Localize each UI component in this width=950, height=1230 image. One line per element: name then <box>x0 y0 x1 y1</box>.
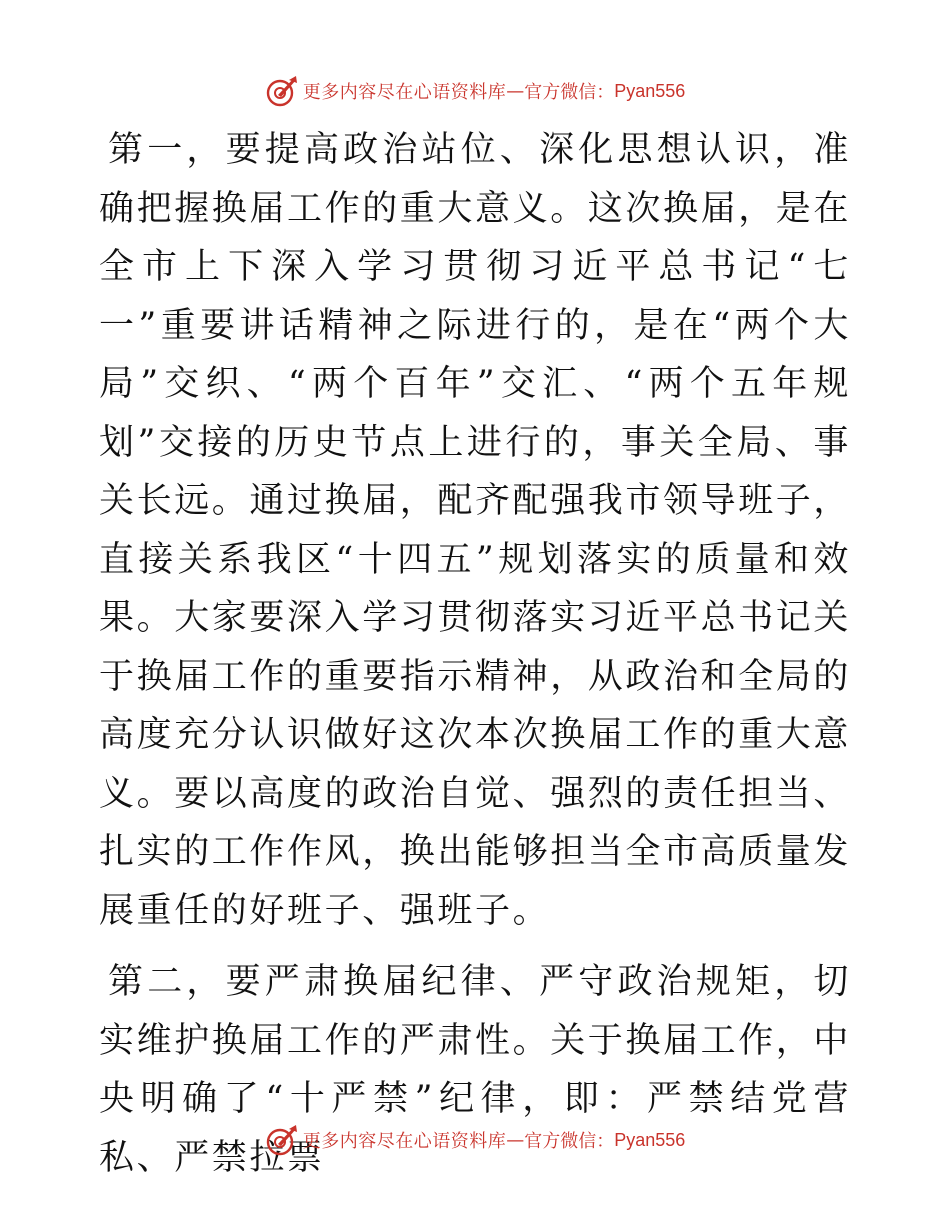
watermark-text: 更多内容尽在心语资料库 <box>302 1131 507 1152</box>
header-watermark <box>0 73 950 109</box>
watermark-wechat-id: Pyan556 <box>614 80 686 101</box>
watermark-wechat-label: 官方微信： <box>524 82 615 103</box>
watermark-wechat-id: Pyan556 <box>614 1129 686 1150</box>
watermark-dash: — <box>506 1129 525 1151</box>
watermark-dash: — <box>506 80 525 102</box>
watermark-wechat-label: 官方微信： <box>524 1131 615 1152</box>
watermark-text: 更多内容尽在心语资料库 <box>302 82 507 103</box>
paragraph-second: 第二，要严肃换届纪律、严守政治规矩，切实维护换届工作的严肃性。关于换届工作，中央明确了“十严禁”纪律，即：严禁结党营私、严禁拉票 <box>99 962 852 1178</box>
quill-logo-icon <box>265 74 299 108</box>
quill-logo-icon <box>265 1123 299 1157</box>
footer-watermark <box>0 1122 950 1158</box>
document-body <box>99 121 851 1187</box>
paragraph-first: 第一，要提高政治站位、深化思想认识，准确把握换届工作的重大意义。这次换届，是在全市上下深入学习贯彻习近平总书记“七一”重要讲话精神之际进行的，是在“两个大局”交织、“两个百年”交汇、“两个五年规划”交接的历史节点上进行的，事关全局、事关长远。通过换届，配齐配强我市领导班子，直接关系我区“十四五”规划落实的质量和效果。大家要深入学习贯彻落实习近平总书记关于换届工作的重要指示精神，从政治和全局的高度充分认识做好这次本次换届工作的重大意义。要以高度的政治自觉、强烈的责任担当、扎实的工作作风，换出能够担当全市高质量发展重任的好班子、强班子。 <box>99 130 852 931</box>
